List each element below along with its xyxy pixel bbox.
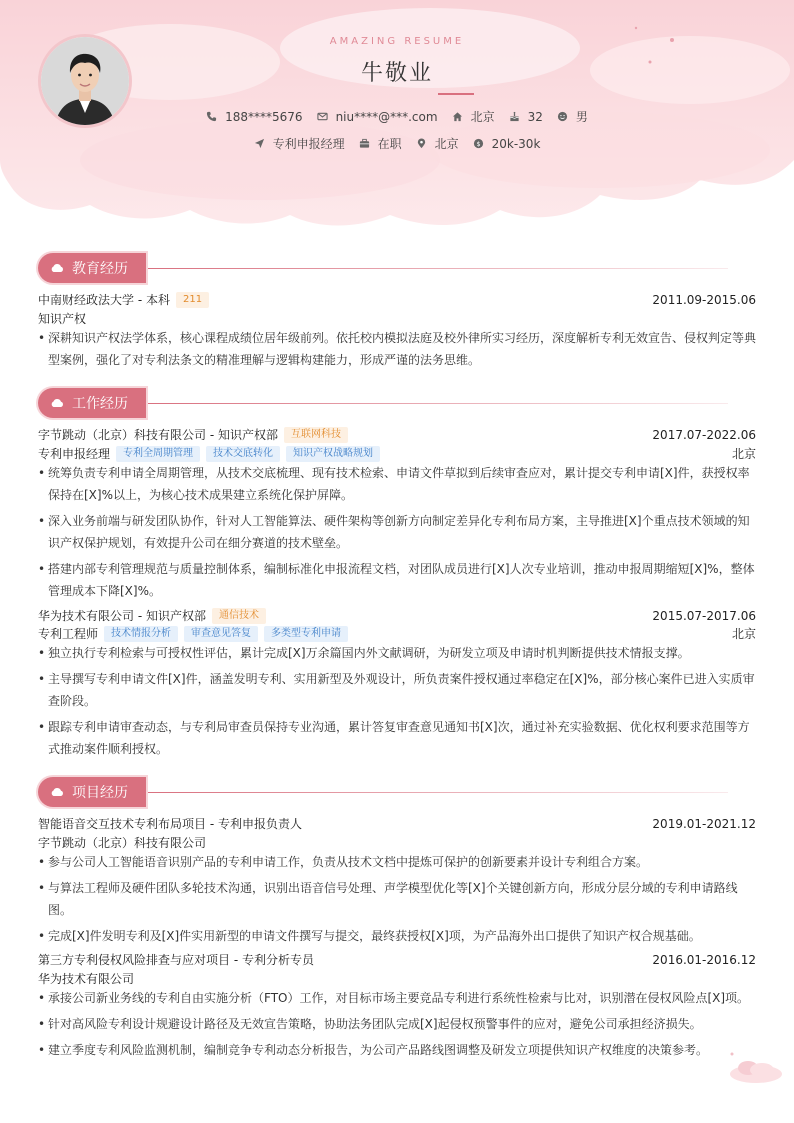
industry-tag: 互联网科技 [284, 427, 348, 443]
skill-tag: 技术交底转化 [206, 446, 280, 462]
section-divider [148, 268, 728, 269]
job-position: 专利工程师 [38, 627, 99, 641]
company-name: 华为技术有限公司 - 知识产权部 [38, 609, 206, 623]
project-bullet: • 与算法工程师及硬件团队多轮技术沟通，识别出语音信号处理、声学模型优化等[X]个关键创新方向，形成分层分域的专利申请路线图。 [38, 877, 756, 921]
job-position-row [38, 625, 756, 642]
job-bullet: • 主导撰写专利申请文件[X]件，涵盖发明专利、实用新型及外观设计，所负责案件授权通过率稳定在[X]%，部分核心案件已进入实质审查阶段。 [38, 668, 756, 712]
project-bullet: • 承接公司新业务线的专利自由实施分析（FTO）工作，对目标市场主要竞品专利进行系统性检索与比对，识别潜在侵权风险点[X]项。 [38, 987, 756, 1009]
skill-tag: 知识产权战略规划 [286, 446, 380, 462]
gender-info: 男 [557, 108, 588, 125]
briefcase-icon [359, 138, 370, 149]
phone-icon [206, 111, 217, 122]
work-section-title: 工作经历 [38, 388, 146, 418]
mail-icon [317, 111, 328, 122]
target-city-info: 北京 [416, 135, 459, 152]
industry-tag: 通信技术 [212, 608, 266, 624]
project-bullet: • 完成[X]件发明专利及[X]件实用新型的申请文件撰写与提交，最终获授权[X]项，为产品海外出口提供了知识产权合规基础。 [38, 925, 756, 947]
project-date: 2019.01-2021.12 [652, 816, 756, 831]
company-name: 字节跳动（北京）科技有限公司 - 知识产权部 [38, 428, 278, 442]
job-bullet: • 跟踪专利申请审查动态，与专利局审查员保持专业沟通，累计答复审查意见通知书[X]次，通过补充实验数据、优化权利要求范围等方式推动案件顺利授权。 [38, 716, 756, 760]
name-underline [438, 93, 474, 95]
svg-text:$: $ [476, 139, 481, 148]
job-position: 专利申报经理 [38, 447, 111, 461]
education-bullet: • 深耕知识产权法学体系，核心课程成绩位居年级前列。依托校内模拟法庭及校外律所实习经历，深度解析专利无效宣告、侵权判定等典型案例，强化了对专利法条文的精准理解与逻辑构建能力，形成严谨的法务思维。 [38, 327, 756, 371]
face-icon [557, 111, 568, 122]
cake-icon [509, 111, 520, 122]
job-status-info: 在职 [359, 135, 402, 152]
project-company: 华为技术有限公司 [38, 972, 135, 986]
decorative-cloud-icon [726, 1052, 786, 1086]
age-info: 32 [509, 110, 543, 124]
target-position-info: 专利申报经理 [254, 135, 345, 152]
skill-tag: 审查意见答复 [184, 626, 258, 642]
section-divider [148, 403, 728, 404]
project-name: 智能语音交互技术专利布局项目 - 专利申报负责人 [38, 817, 302, 831]
school-tag: 211 [176, 292, 209, 308]
job-intent-row [0, 135, 794, 152]
candidate-name: 牛敬业 [360, 61, 433, 86]
job-entry-header [38, 426, 756, 443]
education-section-title: 教育经历 [38, 253, 146, 283]
skill-tag: 多类型专利申请 [264, 626, 348, 642]
email-info: niu****@***.com [317, 110, 438, 124]
location-icon [416, 138, 427, 149]
cloud-icon [50, 263, 64, 273]
project-company: 字节跳动（北京）科技有限公司 [38, 836, 207, 850]
job-entry-header [38, 607, 756, 624]
project-bullet: • 参与公司人工智能语音识别产品的专利申请工作，负责从技术文档中提炼可保护的创新要素并设计专利组合方案。 [38, 851, 756, 873]
education-major: 知识产权 [38, 312, 87, 326]
job-bullet: • 独立执行专利检索与可授权性评估，累计完成[X]万余篇国内外文献调研，为研发立项及申请时机判断提供技术情报支撑。 [38, 642, 756, 664]
education-date: 2011.09-2015.06 [652, 292, 756, 307]
resume-header [0, 0, 794, 230]
job-date: 2017.07-2022.06 [652, 427, 756, 442]
job-date: 2015.07-2017.06 [652, 608, 756, 623]
job-bullet: • 统筹负责专利申请全周期管理，从技术交底梳理、现有技术检索、申请文件草拟到后续审查应对，累计提交专利申请[X]件，获授权率保持在[X]%以上，为核心技术成果建立系统化保护屏障。 [38, 462, 756, 506]
project-date: 2016.01-2016.12 [652, 952, 756, 967]
project-name: 第三方专利侵权风险排查与应对项目 - 专利分析专员 [38, 953, 314, 967]
education-section-header [38, 253, 758, 283]
education-entry-header [38, 291, 756, 308]
hometown-info: 北京 [452, 108, 495, 125]
cloud-icon [50, 787, 64, 797]
school-name: 中南财经政法大学 - 本科 [38, 293, 170, 307]
job-bullet: • 搭建内部专利管理规范与质量控制体系，编制标准化申报流程文档，对团队成员进行[X]人次专业培训，推动申报周期缩短[X]%，整体管理成本下降[X]%。 [38, 558, 756, 602]
money-icon [473, 138, 484, 149]
project-section-header [38, 777, 758, 807]
home-icon [452, 111, 463, 122]
job-position-row [38, 445, 756, 462]
salary-info: $ 20k-30k [473, 137, 541, 151]
job-city: 北京 [731, 627, 756, 641]
project-bullet: • 针对高风险专利设计规避设计路径及无效宣告策略，协助法务团队完成[X]起侵权预警事件的应对，避免公司承担经济损失。 [38, 1013, 756, 1035]
section-divider [148, 792, 728, 793]
job-city: 北京 [731, 447, 756, 461]
project-bullet: • 建立季度专利风险监测机制，编制竞争专利动态分析报告，为公司产品路线图调整及研发立项提供知识产权维度的决策参考。 [38, 1039, 756, 1061]
tagline: AMAZING RESUME [329, 36, 465, 47]
job-bullet: • 深入业务前端与研发团队协作，针对人工智能算法、硬件架构等创新方向制定差异化专利布局方案，主导推进[X]个重点技术领域的知识产权保护规划，有效提升公司在细分赛道的技术壁垒。 [38, 510, 756, 554]
send-icon [254, 138, 265, 149]
phone-info: 188****5676 [206, 110, 302, 124]
project-entry-header [38, 815, 756, 832]
work-section-header [38, 388, 758, 418]
project-section-title: 项目经历 [38, 777, 146, 807]
skill-tag: 技术情报分析 [104, 626, 178, 642]
skill-tag: 专利全周期管理 [116, 446, 200, 462]
cloud-icon [50, 398, 64, 408]
project-entry-header [38, 951, 756, 968]
contact-info-row [0, 108, 794, 125]
